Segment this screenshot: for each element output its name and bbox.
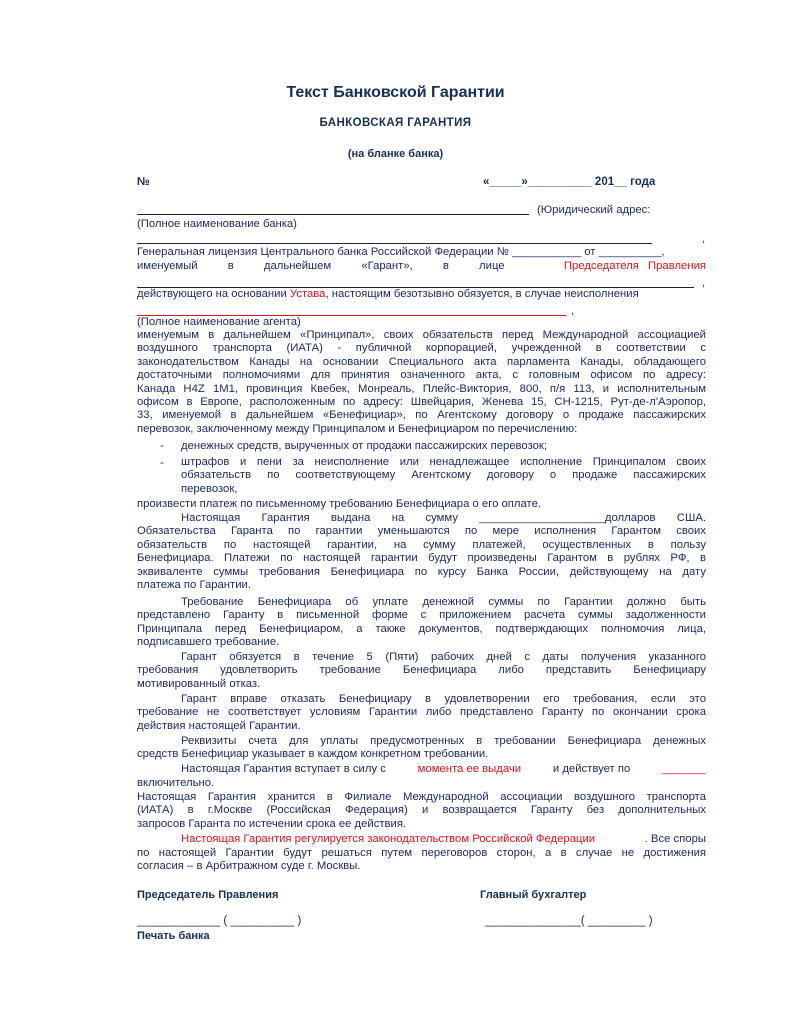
paragraph-account bbox=[137, 735, 706, 762]
text-line: именуемым в дальнейшем «Принципал», своих обязательств перед Международной ассоциацией bbox=[137, 329, 706, 341]
paragraph-response bbox=[137, 651, 706, 691]
text-line: запросов Гаранта по истечении срока ее действия. bbox=[137, 817, 407, 830]
validity-until: и действует по bbox=[552, 763, 631, 775]
text-line: по настоящей Гарантии будут решаться путем переговоров сторон, а в случае не достижения bbox=[137, 847, 706, 859]
text-line: законодательством Канады на основании Специального акта парламента Канады, обладающего bbox=[137, 355, 706, 368]
paragraph-law bbox=[181, 833, 706, 846]
bank-stamp-label: Печать банка bbox=[137, 930, 210, 942]
text-line: подписавшего требование. bbox=[137, 636, 280, 649]
document-title: Текст Банковской Гарантии bbox=[286, 84, 505, 101]
text-line: действия настоящей Гарантии. bbox=[137, 719, 301, 732]
text-line: Принципала перед Бенефициаром, а также документов, подтверждающих полномочия лица, bbox=[137, 622, 706, 635]
paragraph-storage bbox=[137, 791, 706, 831]
text-line: Настоящая Гарантия выдана на сумму ____________________долларов США. bbox=[181, 512, 706, 524]
text-line: Требование Бенефициара об уплате денежной суммы по Гарантии должно быть bbox=[181, 596, 706, 608]
bullet-marker: - bbox=[160, 457, 164, 469]
text-line: Бенефициара. Платежи по настоящей гарантии будут произведены Гарантом в рублях РФ, в bbox=[137, 552, 706, 565]
text-line: Гарант обязуется в течение 5 (Пяти) рабочих дней с даты получения указанного bbox=[181, 651, 706, 663]
date-line: «_____»__________ 201__ года bbox=[483, 176, 656, 188]
number-label: № bbox=[137, 176, 150, 188]
text-line: (ИАТА) в г.Москве (Российская Федерация) и возвращается Гаранту без дополнительных bbox=[137, 804, 706, 817]
validity-start: момента ее выдачи bbox=[417, 763, 522, 775]
law-disputes: . Все споры bbox=[644, 833, 706, 845]
text-line: требование не соответствует условиям Гарантии либо представлено Гаранту по окончании срока bbox=[137, 706, 706, 719]
text-line: требования удовлетворить требование Бенефициара либо представить Бенефициару bbox=[137, 664, 706, 677]
text-line: штрафов и пени за неисполнение или ненадлежащее исполнение Принципалом своих bbox=[181, 456, 706, 468]
text-line: платежа по Гарантии. bbox=[137, 579, 251, 592]
accountant-signature-line: _______________( _________ ) bbox=[485, 915, 653, 927]
validity-inclusive: включительно. bbox=[137, 777, 215, 789]
blank-note: (на бланке банка) bbox=[347, 148, 444, 160]
text-line: средств Бенефициар указывает в каждом конкретном требовании. bbox=[137, 748, 489, 761]
validity-text: Настоящая Гарантия вступает в силу с bbox=[181, 763, 386, 775]
bullet-item-funds: денежных средств, вырученных от продажи пассажирских перевозок; bbox=[181, 440, 548, 452]
representative-comma: , bbox=[702, 277, 706, 289]
text-line: перевозок, заключенному между Принципалом и Бенефициаром по перечислению: bbox=[137, 422, 578, 435]
basis-text: действующего на основании bbox=[137, 288, 287, 300]
document-subtitle: БАНКОВСКАЯ ГАРАНТИЯ bbox=[319, 117, 472, 129]
text-line: 33, именуемой в дальнейшем «Бенефициар», по Агентскому договору о продаже пассажирских bbox=[137, 409, 706, 422]
text-line: мотивированный отказ. bbox=[137, 677, 261, 690]
text-line: представлено Гаранту в письменной форме с приложением расчета суммы задолженности bbox=[137, 609, 706, 622]
text-line: достаточными полномочиями для принятия означенного акта, с головным офисом по адресу: bbox=[137, 369, 706, 382]
paragraph-payment: произвести платеж по письменному требованию Бенефициара о его оплате. bbox=[137, 498, 542, 510]
text-line: Настоящая Гарантия хранится в Филиале Международной ассоциации воздушного транспорта bbox=[137, 791, 706, 803]
bullet-item-penalties bbox=[181, 456, 706, 496]
law-governing: Настоящая Гарантия регулируется законодательством Российской Федерации bbox=[181, 833, 596, 845]
text-line: обязательств по соответствующему Агентскому договору о продаже пассажирских bbox=[181, 469, 706, 482]
bank-name-underline bbox=[137, 214, 529, 215]
text-line: воздушного транспорта (ИАТА) - публичной корпорацией, учрежденной в соответствии с bbox=[137, 342, 706, 355]
text-line: офисом в Европе, расположенным по адресу: Швейцария, Женева 15, CH-1215, Рут-де-л'Аэропор, bbox=[137, 396, 706, 409]
license-line: Генеральная лицензия Центрального банка Российской Федерации № ___________ от __________, bbox=[137, 246, 665, 258]
text-line: Обязательства Гаранта по гарантии уменьшаются по мере исполнения Гарантом своих bbox=[137, 525, 706, 538]
paragraph-principal bbox=[137, 329, 706, 436]
text-line: эквиваленте суммы требования Бенефициара по курсу Банка России, действующему на дату bbox=[137, 565, 706, 578]
agent-comma: , bbox=[571, 305, 575, 317]
text-line: согласия – в Арбитражном суде г. Москвы. bbox=[137, 860, 361, 873]
basis-line bbox=[137, 288, 706, 301]
text-line: Гарант вправе отказать Бенефициару в удовлетворении его требования, если это bbox=[181, 693, 706, 705]
basis-obligation: , настоящим безотзывно обязуется, в случае неисполнения bbox=[325, 288, 639, 300]
text-line: обязательств по настоящей гарантии, на сумму платежей, осуществленных в пользу bbox=[137, 538, 706, 551]
validity-blank: _______ bbox=[661, 763, 706, 775]
chairman-signature-line: _____________ ( __________ ) bbox=[137, 915, 302, 927]
paragraph-demand bbox=[137, 596, 706, 650]
paragraph-amount bbox=[137, 512, 706, 592]
address-comma: , bbox=[702, 233, 706, 245]
chief-accountant-title: Главный бухгалтер bbox=[480, 889, 587, 901]
named-line bbox=[137, 260, 706, 273]
text-line: Реквизиты счета для уплаты предусмотренных в требовании Бенефициара денежных bbox=[181, 735, 706, 747]
agent-name-hint: (Полное наименование агента) bbox=[137, 316, 301, 328]
paragraph-refusal bbox=[137, 693, 706, 733]
legal-address-label: (Юридический адрес: bbox=[537, 204, 651, 216]
basis-charter: Устава bbox=[289, 288, 326, 300]
address-underline bbox=[137, 243, 652, 244]
chairman-title: Председатель Правления bbox=[137, 889, 279, 901]
text-line: Канада H4Z 1M1, провинция Квебек, Монреаль, Плейс-Виктория, 800, п/я 113, и исполнительным bbox=[137, 382, 706, 395]
bullet-marker: - bbox=[160, 440, 164, 452]
paragraph-validity bbox=[181, 763, 706, 776]
named-position: Председателя Правления bbox=[563, 260, 706, 272]
named-text: именуемый в дальнейшем «Гарант», в лице bbox=[137, 260, 505, 272]
text-line: перевозок, bbox=[181, 482, 238, 495]
bank-name-hint: (Полное наименование банка) bbox=[137, 218, 297, 230]
paragraph-law-continued bbox=[137, 847, 706, 874]
